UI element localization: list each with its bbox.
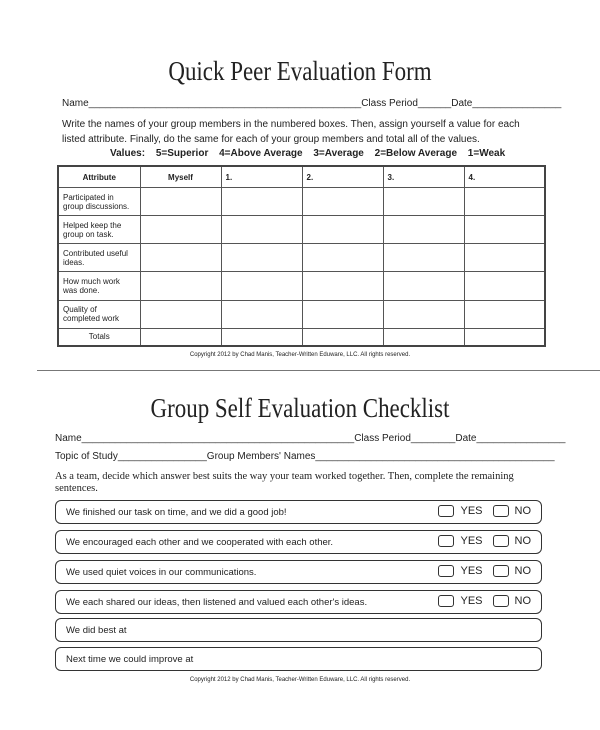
column-header: Myself — [140, 166, 221, 188]
score-cell[interactable] — [302, 188, 383, 216]
score-cell[interactable] — [464, 244, 545, 272]
column-header[interactable]: 1. — [221, 166, 302, 188]
topic-field-line[interactable]: Topic of Study________________Group Members' Names___________________________________________ — [55, 451, 555, 462]
statement-text: We each shared our ideas, then listened and valued each other's ideas. — [66, 597, 368, 608]
no-checkbox[interactable] — [493, 595, 509, 607]
instructions-text: Write the names of your group members in the numbered boxes. Then, assign yourself a value for each listed attribute. Finally, do the same for each of your group members and total all of the values. — [62, 119, 520, 145]
no-checkbox[interactable] — [493, 535, 509, 547]
attribute-cell: Quality of completed work — [58, 300, 140, 328]
score-cell[interactable] — [140, 272, 221, 300]
yes-label: YES — [460, 535, 483, 547]
score-cell[interactable] — [221, 272, 302, 300]
value-item: 5=Superior — [155, 148, 209, 159]
total-cell[interactable] — [140, 328, 221, 346]
statement-text: We finished our task on time, and we did a good job! — [66, 507, 287, 518]
checklist-title: Group Self Evaluation Checklist — [150, 393, 450, 423]
no-label: NO — [514, 535, 531, 547]
name-field-line[interactable]: Name_________________________________________________Class Period________Date________________ — [55, 433, 566, 444]
no-checkbox[interactable] — [493, 505, 509, 517]
yes-checkbox[interactable] — [438, 595, 454, 607]
checklist-item — [55, 500, 542, 524]
table-row — [58, 188, 545, 216]
completion-text: Next time we could improve at — [66, 654, 194, 665]
score-cell[interactable] — [302, 272, 383, 300]
score-cell[interactable] — [383, 216, 464, 244]
completion-item[interactable] — [55, 618, 542, 642]
statement-text: We encouraged each other and we cooperated with each other. — [66, 537, 334, 548]
values-label: Values: — [110, 148, 146, 159]
yes-checkbox[interactable] — [438, 565, 454, 577]
copyright-text: Copyright 2012 by Chad Manis, Teacher-Written Eduware, LLC. All rights reserved. — [189, 677, 411, 683]
table-row — [58, 216, 545, 244]
total-cell[interactable] — [383, 328, 464, 346]
table-header-row — [58, 166, 545, 188]
score-cell[interactable] — [140, 188, 221, 216]
attribute-cell: Participated in group discussions. — [58, 188, 140, 216]
completion-item[interactable] — [55, 647, 542, 671]
no-label: NO — [514, 595, 531, 607]
score-cell[interactable] — [140, 300, 221, 328]
table-row — [58, 272, 545, 300]
totals-row — [58, 328, 545, 346]
score-cell[interactable] — [383, 244, 464, 272]
statement-text: We used quiet voices in our communications. — [66, 567, 257, 578]
totals-label: Totals — [58, 328, 140, 346]
score-cell[interactable] — [140, 216, 221, 244]
yes-label: YES — [460, 595, 483, 607]
checklist-intro: As a team, decide which answer best suits the way your team worked together. Then, complete the remaining sentences. — [55, 471, 514, 494]
column-header[interactable]: 2. — [302, 166, 383, 188]
table-row — [58, 300, 545, 328]
score-cell[interactable] — [221, 216, 302, 244]
completion-text: We did best at — [66, 625, 127, 636]
column-header: Attribute — [58, 166, 140, 188]
name-field-line[interactable]: Name_________________________________________________Class Period______Date________________ — [62, 98, 562, 109]
copyright-text: Copyright 2012 by Chad Manis, Teacher-Written Eduware, LLC. All rights reserved. — [189, 352, 411, 358]
yes-label: YES — [460, 565, 483, 577]
score-cell[interactable] — [464, 216, 545, 244]
total-cell[interactable] — [302, 328, 383, 346]
value-item: 3=Average — [313, 148, 364, 159]
attribute-cell: Contributed useful ideas. — [58, 244, 140, 272]
score-cell[interactable] — [383, 300, 464, 328]
yes-checkbox[interactable] — [438, 535, 454, 547]
checklist-item — [55, 590, 542, 614]
attribute-cell: How much work was done. — [58, 272, 140, 300]
peer-evaluation-title: Quick Peer Evaluation Form — [168, 56, 432, 86]
value-item: 2=Below Average — [374, 148, 458, 159]
score-cell[interactable] — [221, 188, 302, 216]
yes-label: YES — [460, 505, 483, 517]
score-cell[interactable] — [302, 300, 383, 328]
score-cell[interactable] — [302, 244, 383, 272]
column-header[interactable]: 4. — [464, 166, 545, 188]
column-header[interactable]: 3. — [383, 166, 464, 188]
score-cell[interactable] — [383, 188, 464, 216]
total-cell[interactable] — [221, 328, 302, 346]
yes-checkbox[interactable] — [438, 505, 454, 517]
checklist-item — [55, 530, 542, 554]
score-cell[interactable] — [140, 244, 221, 272]
score-cell[interactable] — [464, 300, 545, 328]
no-label: NO — [514, 505, 531, 517]
score-cell[interactable] — [221, 300, 302, 328]
score-cell[interactable] — [221, 244, 302, 272]
attribute-cell: Helped keep the group on task. — [58, 216, 140, 244]
table-row — [58, 244, 545, 272]
values-legend — [110, 148, 513, 159]
no-label: NO — [514, 565, 531, 577]
total-cell[interactable] — [464, 328, 545, 346]
value-item: 4=Above Average — [219, 148, 303, 159]
value-item: 1=Weak — [467, 148, 506, 159]
peer-evaluation-table — [57, 165, 546, 347]
checklist-item — [55, 560, 542, 584]
score-cell[interactable] — [464, 272, 545, 300]
score-cell[interactable] — [383, 272, 464, 300]
score-cell[interactable] — [464, 188, 545, 216]
no-checkbox[interactable] — [493, 565, 509, 577]
section-divider — [37, 370, 600, 371]
score-cell[interactable] — [302, 216, 383, 244]
